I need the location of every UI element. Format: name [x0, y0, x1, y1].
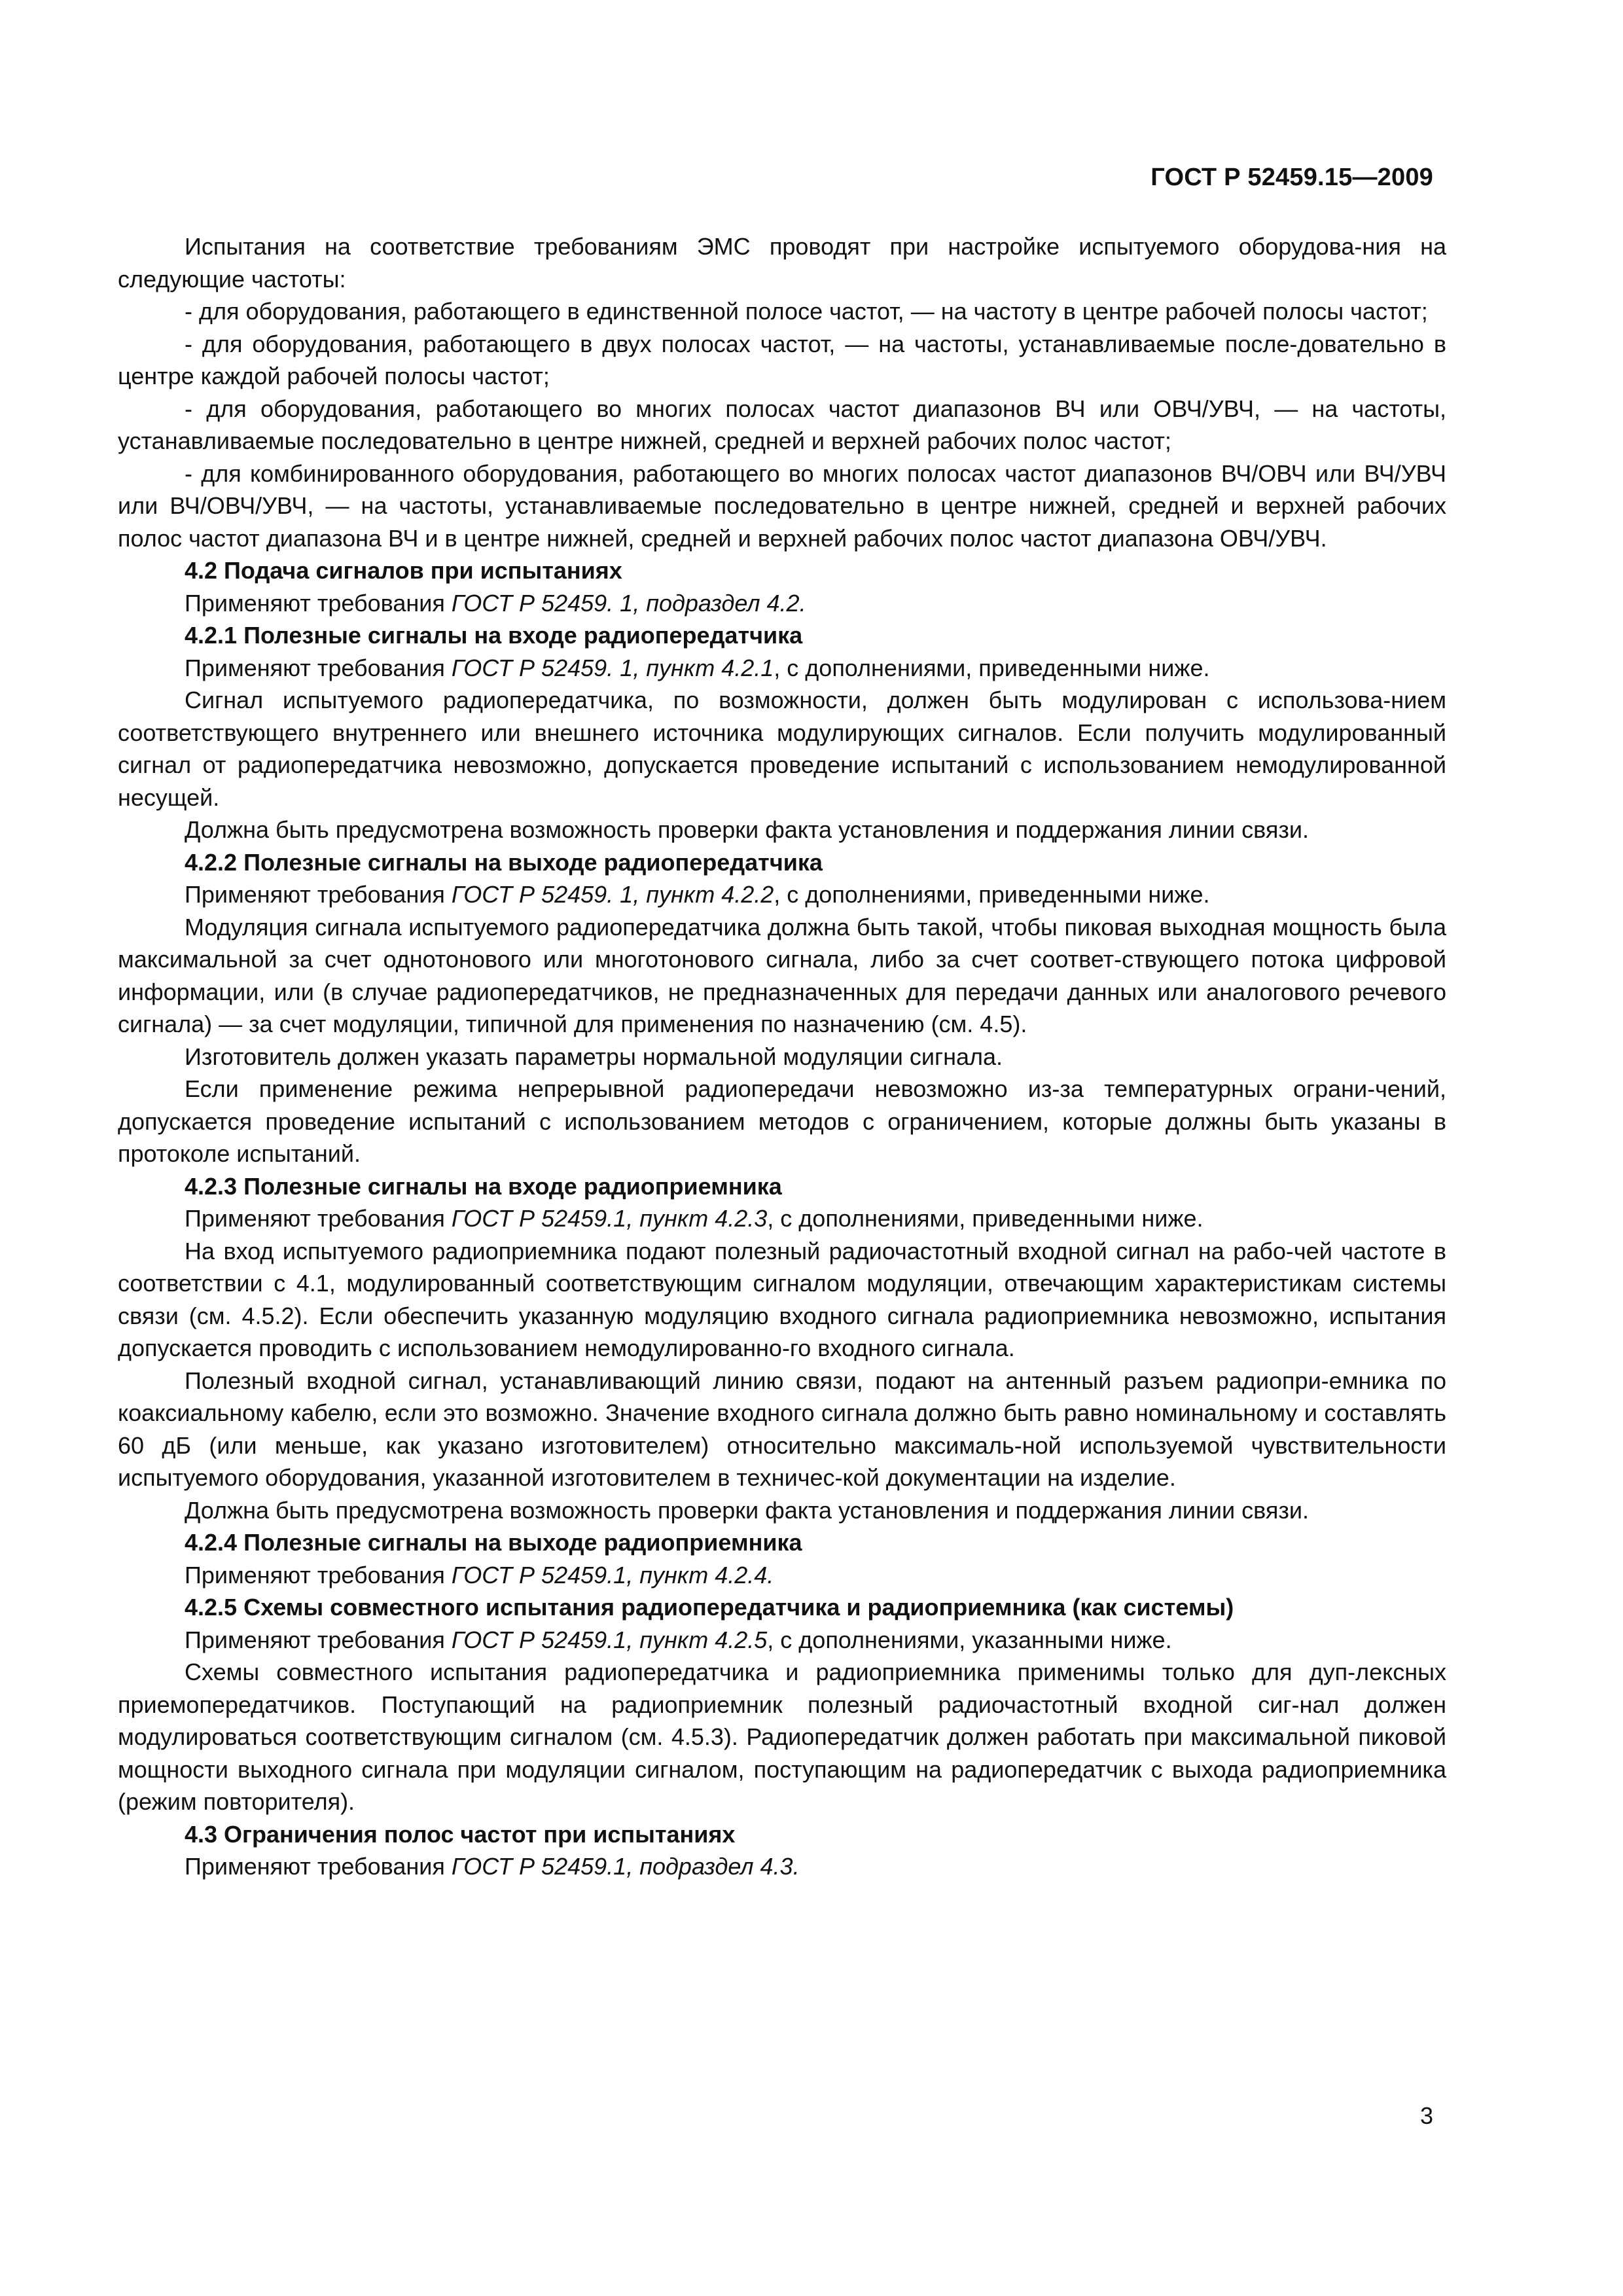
- standard-reference: ГОСТ Р 52459.1, подраздел 4.3.: [451, 1853, 800, 1880]
- list-item-many-bands: - для оборудования, работающего во многих полосах частот диапазонов ВЧ или ОВЧ/УВЧ, — на частоты, устанавливаемые последовательно в центре нижней, средней и верхней рабочих полос частот;: [118, 395, 1446, 454]
- requirements-prefix: Применяют требования: [185, 589, 452, 617]
- section-4-2-5-requirements: [118, 1624, 1446, 1657]
- section-4-2-1-paragraph-2: Должна быть предусмотрена возможность проверки факта установления и поддержания линии связи.: [185, 816, 1309, 843]
- section-4-2-2-paragraph-2: Изготовитель должен указать параметры нормальной модуляции сигнала.: [185, 1043, 1003, 1070]
- section-4-2-2-paragraph-1: Модуляция сигнала испытуемого радиопередатчика должна быть такой, чтобы пиковая выходная мощность была максимальной за счет однотонового или многотонового сигнала, либо за счет соответ-ствующего потока цифровой информации, или (в случае радиопередатчиков, не предназначенных для передачи данных или аналогового речевого сигнала) — за счет модуляции, типичной для применения по назначению (см. 4.5).: [118, 913, 1446, 1037]
- list-item-two-bands: - для оборудования, работающего в двух полосах частот, — на частоты, устанавливаемые после-довательно в центре каждой рабочей полосы частот;: [118, 330, 1446, 389]
- section-4-3-requirements: [118, 1850, 1446, 1883]
- list-item-single-band: - для оборудования, работающего в единственной полосе частот, — на частоту в центре рабочей полосы частот;: [185, 298, 1428, 325]
- requirements-prefix: Применяют требования: [185, 1853, 452, 1880]
- section-4-2-3-paragraph-1: На вход испытуемого радиоприемника подают полезный радиочастотный входной сигнал на рабо-чей частоте в соответствии с 4.1, модулированный соответствующим сигналом модуляции, отвечающим характеристикам системы связи (см. 4.5.2). Если обеспечить указанную модуляцию входного сигнала радиоприемника невозможно, испытания допускается проводить с использованием немодулированно-го входного сигнала.: [118, 1237, 1446, 1361]
- section-heading-4-2-1: 4.2.1 Полезные сигналы на входе радиопередатчика: [185, 622, 803, 649]
- requirements-suffix: , с дополнениями, приведенными ниже.: [774, 654, 1210, 681]
- standard-reference: ГОСТ Р 52459.1, пункт 4.2.5: [451, 1626, 768, 1653]
- section-4-2-3-paragraph-2: Полезный входной сигнал, устанавливающий линию связи, подают на антенный разъем радиопри-емника по коаксиальному кабелю, если это возможно. Значение входного сигнала должно быть равно номинальному и составлять 60 дБ (или меньше, как указано изготовителем) относительно максималь-ной используемой чувствительности испытуемого оборудования, указанной изготовителем в техничес-кой документации на изделие.: [118, 1367, 1446, 1491]
- section-4-2-3-paragraph-3: Должна быть предусмотрена возможность проверки факта установления и поддержания линии связи.: [185, 1496, 1309, 1524]
- requirements-prefix: Применяют требования: [185, 1205, 452, 1232]
- standard-reference: ГОСТ Р 52459. 1, пункт 4.2.2: [451, 881, 774, 908]
- section-4-2-2-paragraph-3: Если применение режима непрерывной радиопередачи невозможно из-за температурных ограни-чений, допускается проведение испытаний с использованием методов с ограничением, которые должны быть указаны в протоколе испытаний.: [118, 1075, 1446, 1167]
- section-4-2-requirements: [118, 587, 1446, 620]
- standard-reference: ГОСТ Р 52459. 1, пункт 4.2.1: [451, 654, 774, 681]
- section-4-2-1-paragraph-1: Сигнал испытуемого радиопередатчика, по возможности, должен быть модулирован с использова-нием соответствующего внутреннего или внешнего источника модулирующих сигналов. Если получить модулированный сигнал от радиопередатчика невозможно, допускается проведение испытаний с использованием немодулированной несущей.: [118, 687, 1446, 811]
- standard-reference: ГОСТ Р 52459.1, пункт 4.2.3: [451, 1205, 768, 1232]
- requirements-prefix: Применяют требования: [185, 1561, 452, 1588]
- page-number: 3: [1419, 2102, 1433, 2129]
- document-header-code: ГОСТ Р 52459.15—2009: [1150, 164, 1433, 191]
- section-heading-4-2-4: 4.2.4 Полезные сигналы на выходе радиоприемника: [185, 1529, 802, 1556]
- section-heading-4-2-5: 4.2.5 Схемы совместного испытания радиопередатчика и радиоприемника (как системы): [185, 1594, 1234, 1621]
- requirements-suffix: , с дополнениями, приведенными ниже.: [774, 881, 1210, 908]
- section-4-2-2-requirements: [118, 878, 1446, 911]
- requirements-suffix: , с дополнениями, указанными ниже.: [767, 1626, 1172, 1653]
- document-body: [118, 230, 1446, 1883]
- requirements-prefix: Применяют требования: [185, 881, 452, 908]
- section-4-2-1-requirements: [118, 652, 1446, 685]
- list-item-combined: - для комбинированного оборудования, работающего во многих полосах частот диапазонов ВЧ/ОВЧ или ВЧ/УВЧ или ВЧ/ОВЧ/УВЧ, — на частоты, устанавливаемые последовательно в центре нижней, средней и верхней рабочих полос частот диапазона ВЧ и в центре нижней, средней и верхней рабочих полос частот диапазона ОВЧ/УВЧ.: [118, 459, 1446, 552]
- standard-reference: ГОСТ Р 52459.1, пункт 4.2.4.: [451, 1561, 774, 1588]
- section-heading-4-2-2: 4.2.2 Полезные сигналы на выходе радиопередатчика: [185, 848, 823, 876]
- section-4-2-5-paragraph-1: Схемы совместного испытания радиопередатчика и радиоприемника применимы только для дуп-лексных приемопередатчиков. Поступающий на радиоприемник полезный радиочастотный входной сиг-нал должен модулироваться соответствующим сигналом (см. 4.5.3). Радиопередатчик должен работать при максимальной пиковой мощности выходного сигнала при модуляции сигналом, поступающим на радиопередатчик с выхода радиоприемника (режим повторителя).: [118, 1659, 1446, 1815]
- section-heading-4-3: 4.3 Ограничения полос частот при испытаниях: [185, 1820, 736, 1848]
- section-4-2-4-requirements: [118, 1559, 1446, 1592]
- section-heading-4-2-3: 4.2.3 Полезные сигналы на входе радиоприемника: [185, 1172, 782, 1200]
- section-4-2-3-requirements: [118, 1202, 1446, 1235]
- section-heading-4-2: 4.2 Подача сигналов при испытаниях: [185, 557, 622, 584]
- requirements-prefix: Применяют требования: [185, 654, 452, 681]
- standard-reference: ГОСТ Р 52459. 1, подраздел 4.2.: [451, 589, 806, 617]
- requirements-prefix: Применяют требования: [185, 1626, 452, 1653]
- intro-paragraph: Испытания на соответствие требованиям ЭМС проводят при настройке испытуемого оборудова-ния на следующие частоты:: [118, 233, 1446, 293]
- requirements-suffix: , с дополнениями, приведенными ниже.: [767, 1205, 1204, 1232]
